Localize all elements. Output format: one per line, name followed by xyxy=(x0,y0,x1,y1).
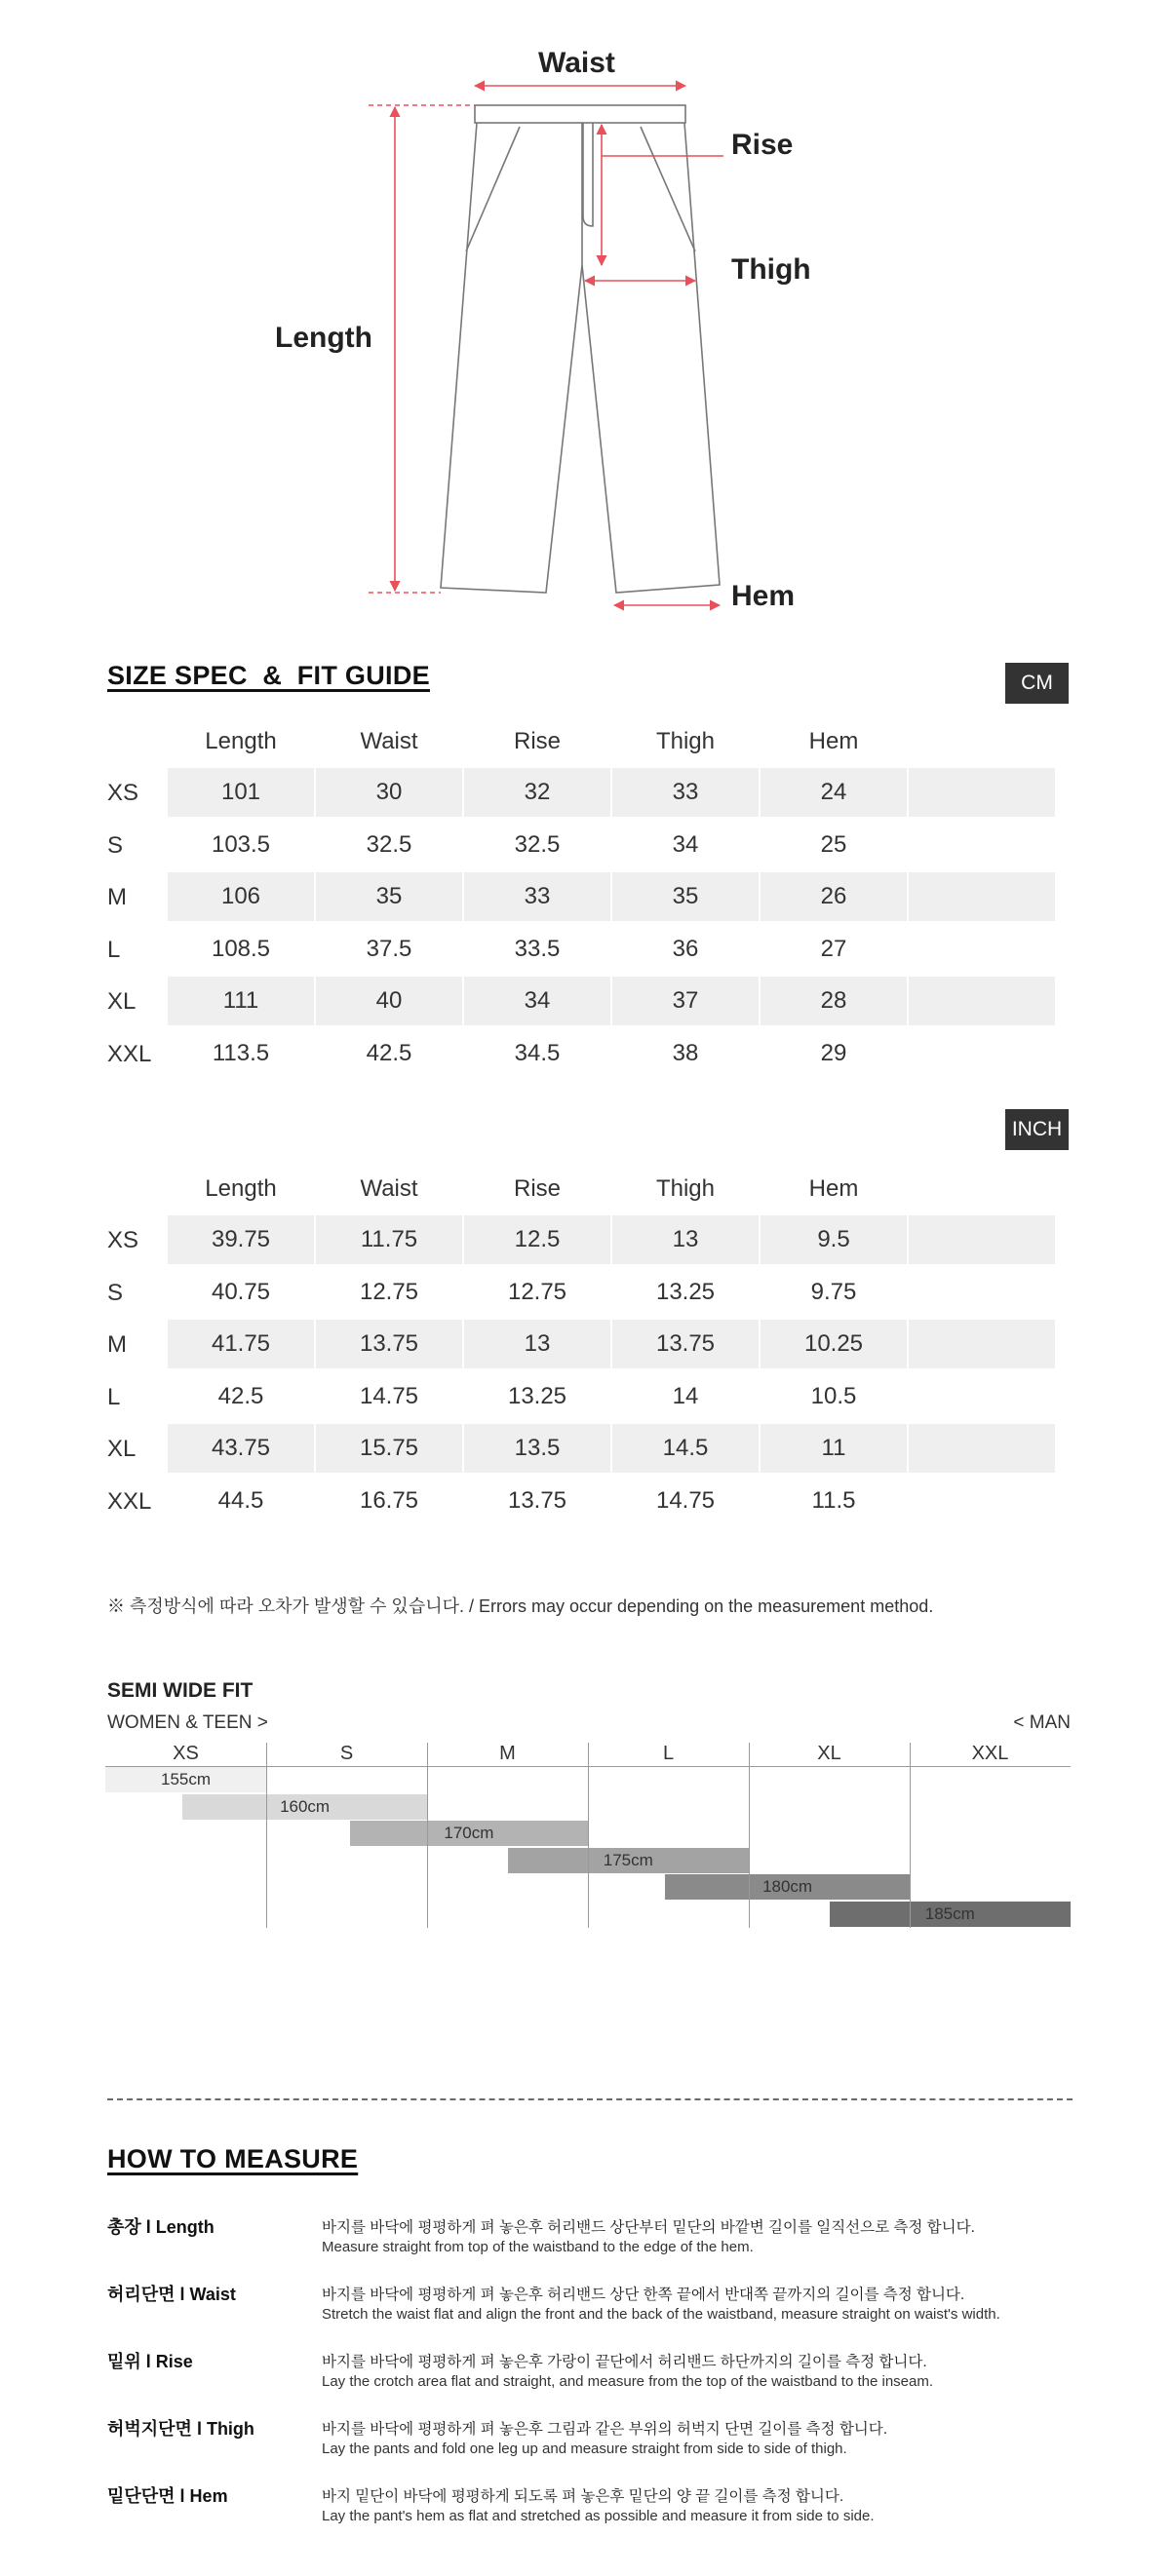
hem-label: Hem xyxy=(731,580,796,612)
table-row xyxy=(100,1477,1075,1529)
table-cell: 14 xyxy=(672,1382,699,1409)
measure-item-english: Lay the pants and fold one leg up and measure straight from side to side of thigh. xyxy=(322,2441,847,2457)
table-cell: 108.5 xyxy=(211,935,271,962)
column-header: Hem xyxy=(808,1175,859,1202)
height-bar-label: 160cm xyxy=(280,1796,331,1816)
fit-column-divider xyxy=(427,1743,428,1928)
empty-cell xyxy=(909,1477,1055,1525)
table-row xyxy=(100,1029,1075,1082)
measure-item-label: 허벅지단면 l Thigh xyxy=(107,2419,254,2439)
table-cell: 25 xyxy=(820,830,847,858)
empty-cell xyxy=(909,1320,1055,1368)
height-bar-label: 180cm xyxy=(762,1877,813,1896)
measure-item-english: Stretch the waist flat and align the front and the back of the waistband, measure straight on waist's width. xyxy=(322,2306,1000,2323)
fit-size-header: L xyxy=(662,1743,675,1764)
table-cell: 32 xyxy=(464,768,610,817)
fit-size-header: M xyxy=(499,1743,516,1764)
measure-item-korean: 바지를 바닥에 평평하게 펴 놓은후 허리밴드 상단부터 밑단의 바깥변 길이를 일직선으로 측정 합니다. xyxy=(322,2219,975,2236)
table-cell: 13.75 xyxy=(507,1486,567,1514)
table-cell: 12.75 xyxy=(359,1278,419,1305)
height-bar xyxy=(105,1767,266,1792)
table-cell: 35 xyxy=(612,872,759,921)
how-to-measure-title: HOW TO MEASURE xyxy=(107,2144,359,2173)
table-cell: 37.5 xyxy=(366,935,412,962)
fit-size-header: S xyxy=(339,1743,354,1764)
fit-size-header: XL xyxy=(817,1743,841,1764)
empty-cell xyxy=(909,1424,1055,1473)
table-cell: 113.5 xyxy=(212,1039,270,1066)
table-row xyxy=(100,872,1075,925)
table-cell: 43.75 xyxy=(168,1424,314,1473)
measurement-note: ※ 측정방식에 따라 오차가 발생할 수 있습니다. / Errors may occur depending on the measurement method. xyxy=(107,1596,934,1616)
table-cell: 13 xyxy=(612,1215,759,1264)
fit-guide-title: SEMI WIDE FIT xyxy=(107,1679,254,1702)
measure-item-label: 밑위 l Rise xyxy=(107,2352,193,2371)
table-cell: 34 xyxy=(464,977,610,1025)
measure-item-label: 허리단면 l Waist xyxy=(107,2285,236,2304)
size-label: S xyxy=(107,831,124,859)
table-cell: 9.75 xyxy=(810,1278,857,1305)
table-cell: 10.5 xyxy=(810,1382,857,1409)
table-cell: 26 xyxy=(761,872,907,921)
column-header: Rise xyxy=(513,728,561,754)
height-bar xyxy=(508,1848,750,1873)
table-cell: 11.5 xyxy=(811,1486,856,1514)
table-row xyxy=(100,925,1075,978)
table-header xyxy=(100,1163,1075,1215)
table-cell: 30 xyxy=(316,768,462,817)
fit-guide-chart xyxy=(105,1743,1071,1938)
size-label: XS xyxy=(107,1227,139,1253)
column-header: Hem xyxy=(808,728,859,754)
table-cell: 32.5 xyxy=(366,830,412,858)
table-cell: 13.25 xyxy=(655,1278,716,1305)
table-cell: 13.5 xyxy=(464,1424,610,1473)
empty-cell xyxy=(909,1215,1055,1264)
empty-cell xyxy=(909,821,1055,869)
empty-cell xyxy=(909,1372,1055,1421)
inch-unit-badge: INCH xyxy=(1005,1109,1069,1150)
table-row xyxy=(100,1215,1075,1268)
size-label: XL xyxy=(107,988,137,1015)
height-bar xyxy=(665,1874,910,1900)
table-cell: 14.5 xyxy=(612,1424,759,1473)
size-label: L xyxy=(107,1383,121,1410)
height-bar xyxy=(830,1902,1072,1927)
size-label: XL xyxy=(107,1436,137,1462)
table-cell: 38 xyxy=(672,1039,699,1066)
empty-cell xyxy=(909,768,1055,817)
measure-item-korean: 바지를 바닥에 평평하게 펴 놓은후 가랑이 끝단에서 허리밴드 하단까지의 길이를 측정 합니다. xyxy=(322,2354,927,2370)
section-divider xyxy=(107,2098,1073,2100)
table-cell: 12.75 xyxy=(507,1278,567,1305)
size-label: S xyxy=(107,1279,124,1306)
fit-column-divider xyxy=(266,1743,267,1928)
table-cell: 13.75 xyxy=(612,1320,759,1368)
table-cell: 34.5 xyxy=(514,1039,561,1066)
table-cell: 10.25 xyxy=(761,1320,907,1368)
height-bar-label: 170cm xyxy=(444,1824,494,1842)
table-cell: 27 xyxy=(820,935,847,962)
table-row xyxy=(100,1320,1075,1372)
table-row xyxy=(100,977,1075,1029)
inch-size-table xyxy=(100,1163,1075,1528)
fit-column-divider xyxy=(749,1743,750,1928)
size-label: XXL xyxy=(107,1040,152,1067)
column-header: Length xyxy=(205,1175,277,1202)
table-cell: 14.75 xyxy=(655,1486,716,1514)
table-cell: 101 xyxy=(168,768,314,817)
table-cell: 11.75 xyxy=(316,1215,462,1264)
table-cell: 13 xyxy=(464,1320,610,1368)
table-cell: 33 xyxy=(464,872,610,921)
pants-illustration xyxy=(0,0,1171,643)
table-row xyxy=(100,1372,1075,1425)
table-cell: 13.75 xyxy=(316,1320,462,1368)
empty-cell xyxy=(909,1029,1055,1078)
table-cell: 9.5 xyxy=(761,1215,907,1264)
pants-diagram xyxy=(0,0,1171,643)
table-row xyxy=(100,768,1075,821)
height-bar xyxy=(182,1794,427,1820)
table-row xyxy=(100,1424,1075,1477)
measure-item-label: 밑단단면 l Hem xyxy=(107,2486,228,2506)
fit-size-header: XXL xyxy=(971,1743,1009,1764)
size-label: M xyxy=(107,1331,127,1358)
table-cell: 13.25 xyxy=(507,1382,567,1409)
size-label: XXL xyxy=(107,1487,152,1515)
height-bar-label: 185cm xyxy=(924,1903,975,1923)
height-bar xyxy=(350,1821,588,1846)
table-header xyxy=(100,715,1075,768)
column-header: Rise xyxy=(513,1175,561,1202)
table-cell: 42.5 xyxy=(366,1039,412,1066)
empty-cell xyxy=(909,977,1055,1025)
cm-unit-badge: CM xyxy=(1005,663,1069,704)
size-label: XS xyxy=(107,780,139,806)
measure-item-english: Measure straight from top of the waistband to the edge of the hem. xyxy=(322,2239,754,2255)
fit-size-header: XS xyxy=(173,1743,199,1764)
measure-item-english: Lay the pant's hem as flat and stretched as possible and measure it from side to side. xyxy=(322,2508,875,2524)
fit-column-divider xyxy=(910,1743,911,1928)
fit-column-divider xyxy=(588,1743,589,1928)
column-header: Length xyxy=(205,728,277,754)
waist-label: Waist xyxy=(538,47,615,79)
table-cell: 36 xyxy=(672,935,699,962)
table-cell: 33.5 xyxy=(514,935,561,962)
size-label: L xyxy=(107,936,121,963)
size-label: M xyxy=(107,884,127,910)
man-label: < MAN xyxy=(1013,1712,1071,1733)
table-cell: 39.75 xyxy=(168,1215,314,1264)
size-spec-title: SIZE SPEC & FIT GUIDE xyxy=(107,661,430,690)
measure-item-label: 총장 l Length xyxy=(107,2217,215,2237)
table-cell: 42.5 xyxy=(217,1382,264,1409)
rise-label: Rise xyxy=(731,129,794,161)
table-cell: 103.5 xyxy=(211,830,271,858)
table-cell: 37 xyxy=(612,977,759,1025)
table-row xyxy=(100,1268,1075,1321)
table-cell: 28 xyxy=(761,977,907,1025)
table-cell: 41.75 xyxy=(168,1320,314,1368)
measure-item-korean: 바지를 바닥에 평평하게 펴 놓은후 허리밴드 상단 한쪽 끝에서 반대쪽 끝까지의 길이를 측정 합니다. xyxy=(322,2287,965,2303)
column-header: Thigh xyxy=(655,1175,716,1202)
empty-cell xyxy=(909,872,1055,921)
column-header: Waist xyxy=(360,1175,418,1202)
height-bar-label: 175cm xyxy=(603,1850,653,1869)
column-header: Waist xyxy=(360,728,418,754)
table-cell: 16.75 xyxy=(359,1486,419,1514)
table-row xyxy=(100,821,1075,873)
table-cell: 35 xyxy=(316,872,462,921)
table-cell: 33 xyxy=(612,768,759,817)
table-cell: 12.5 xyxy=(464,1215,610,1264)
table-cell: 32.5 xyxy=(514,830,561,858)
table-cell: 29 xyxy=(820,1039,847,1066)
table-cell: 24 xyxy=(761,768,907,817)
table-cell: 34 xyxy=(672,830,699,858)
table-cell: 40.75 xyxy=(211,1278,271,1305)
empty-cell xyxy=(909,1268,1055,1317)
table-cell: 106 xyxy=(168,872,314,921)
length-label: Length xyxy=(275,322,372,354)
height-bar-label: 155cm xyxy=(160,1770,212,1788)
measure-item-korean: 바지를 바닥에 평평하게 펴 놓은후 그림과 같은 부위의 허벅지 단면 길이를 측정 합니다. xyxy=(322,2421,888,2438)
table-cell: 11 xyxy=(761,1424,907,1473)
column-header: Thigh xyxy=(655,728,716,754)
pants-outline xyxy=(441,105,720,593)
table-cell: 15.75 xyxy=(316,1424,462,1473)
measure-item-korean: 바지 밑단이 바닥에 평평하게 되도록 펴 놓은후 밑단의 양 끝 길이를 측정 합니다. xyxy=(322,2488,844,2505)
table-cell: 44.5 xyxy=(217,1486,264,1514)
cm-size-table xyxy=(100,715,1075,1081)
empty-cell xyxy=(909,925,1055,974)
table-cell: 14.75 xyxy=(359,1382,419,1409)
thigh-label: Thigh xyxy=(731,253,811,286)
table-cell: 40 xyxy=(316,977,462,1025)
table-cell: 111 xyxy=(168,977,314,1025)
women-teen-label: WOMEN & TEEN > xyxy=(107,1712,268,1733)
measure-item-english: Lay the crotch area flat and straight, and measure from the top of the waistband to the inseam. xyxy=(322,2373,934,2390)
